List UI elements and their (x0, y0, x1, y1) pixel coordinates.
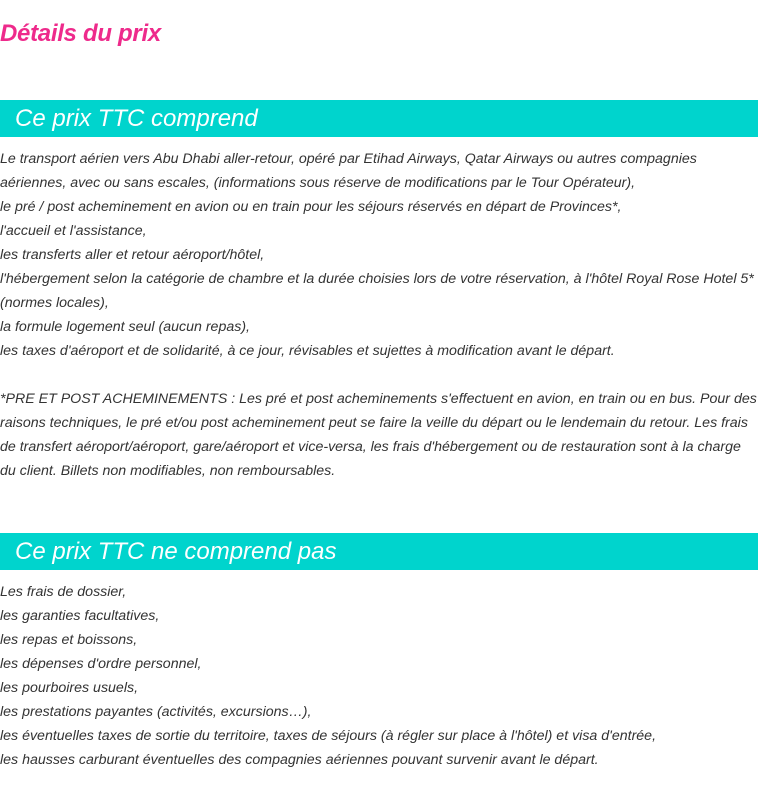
includes-item: la formule logement seul (aucun repas), (0, 319, 250, 335)
excludes-item: Les frais de dossier, (0, 584, 127, 600)
acheminement-note: *PRE ET POST ACHEMINEMENTS : Les pré et post acheminements s'effectuent en avion, en train ou en bus. Pour des raisons techniques, le pré et/ou post acheminement peut se faire la veille du départ ou le lendemain du retour. Les frais de transfert aéroport/aéroport, gare/aéroport et vice-versa, les frais d'hébergement ou de restauration sont à la charge du client. Billets non modifiables, non remboursables. (0, 391, 757, 479)
includes-item: l'accueil et l'assistance, (0, 223, 147, 239)
excludes-item: les pourboires usuels, (0, 680, 139, 696)
includes-item: le pré / post acheminement en avion ou en train pour les séjours réservés en départ de Provinces*, (0, 199, 622, 215)
page-title: Détails du prix (0, 20, 161, 47)
excludes-heading: Ce prix TTC ne comprend pas (0, 533, 758, 570)
includes-item: les transferts aller et retour aéroport/hôtel, (0, 247, 265, 263)
includes-item: l'hébergement selon la catégorie de chambre et la durée choisies lors de votre réservation, à l'hôtel Royal Rose Hotel 5* (normes locales), (0, 271, 754, 311)
includes-item: les taxes d'aéroport et de solidarité, à ce jour, révisables et sujettes à modification avant le départ. (0, 343, 615, 359)
excludes-item: les hausses carburant éventuelles des compagnies aériennes pouvant survenir avant le départ. (0, 752, 599, 768)
excludes-item: les éventuelles taxes de sortie du territoire, taxes de séjours (à régler sur place à l'hôtel) et visa d'entrée, (0, 728, 657, 744)
excludes-item: les garanties facultatives, (0, 608, 160, 624)
excludes-item: les repas et boissons, (0, 632, 138, 648)
includes-heading: Ce prix TTC comprend (0, 100, 758, 137)
excludes-section (0, 580, 758, 772)
includes-item: Le transport aérien vers Abu Dhabi aller-retour, opéré par Etihad Airways, Qatar Airways ou autres compagnies aériennes, avec ou sans escales, (informations sous réserve de modifications par le Tour Opérateur), (0, 151, 697, 191)
includes-section (0, 147, 758, 483)
excludes-item: les prestations payantes (activités, excursions…), (0, 704, 312, 720)
excludes-item: les dépenses d'ordre personnel, (0, 656, 202, 672)
